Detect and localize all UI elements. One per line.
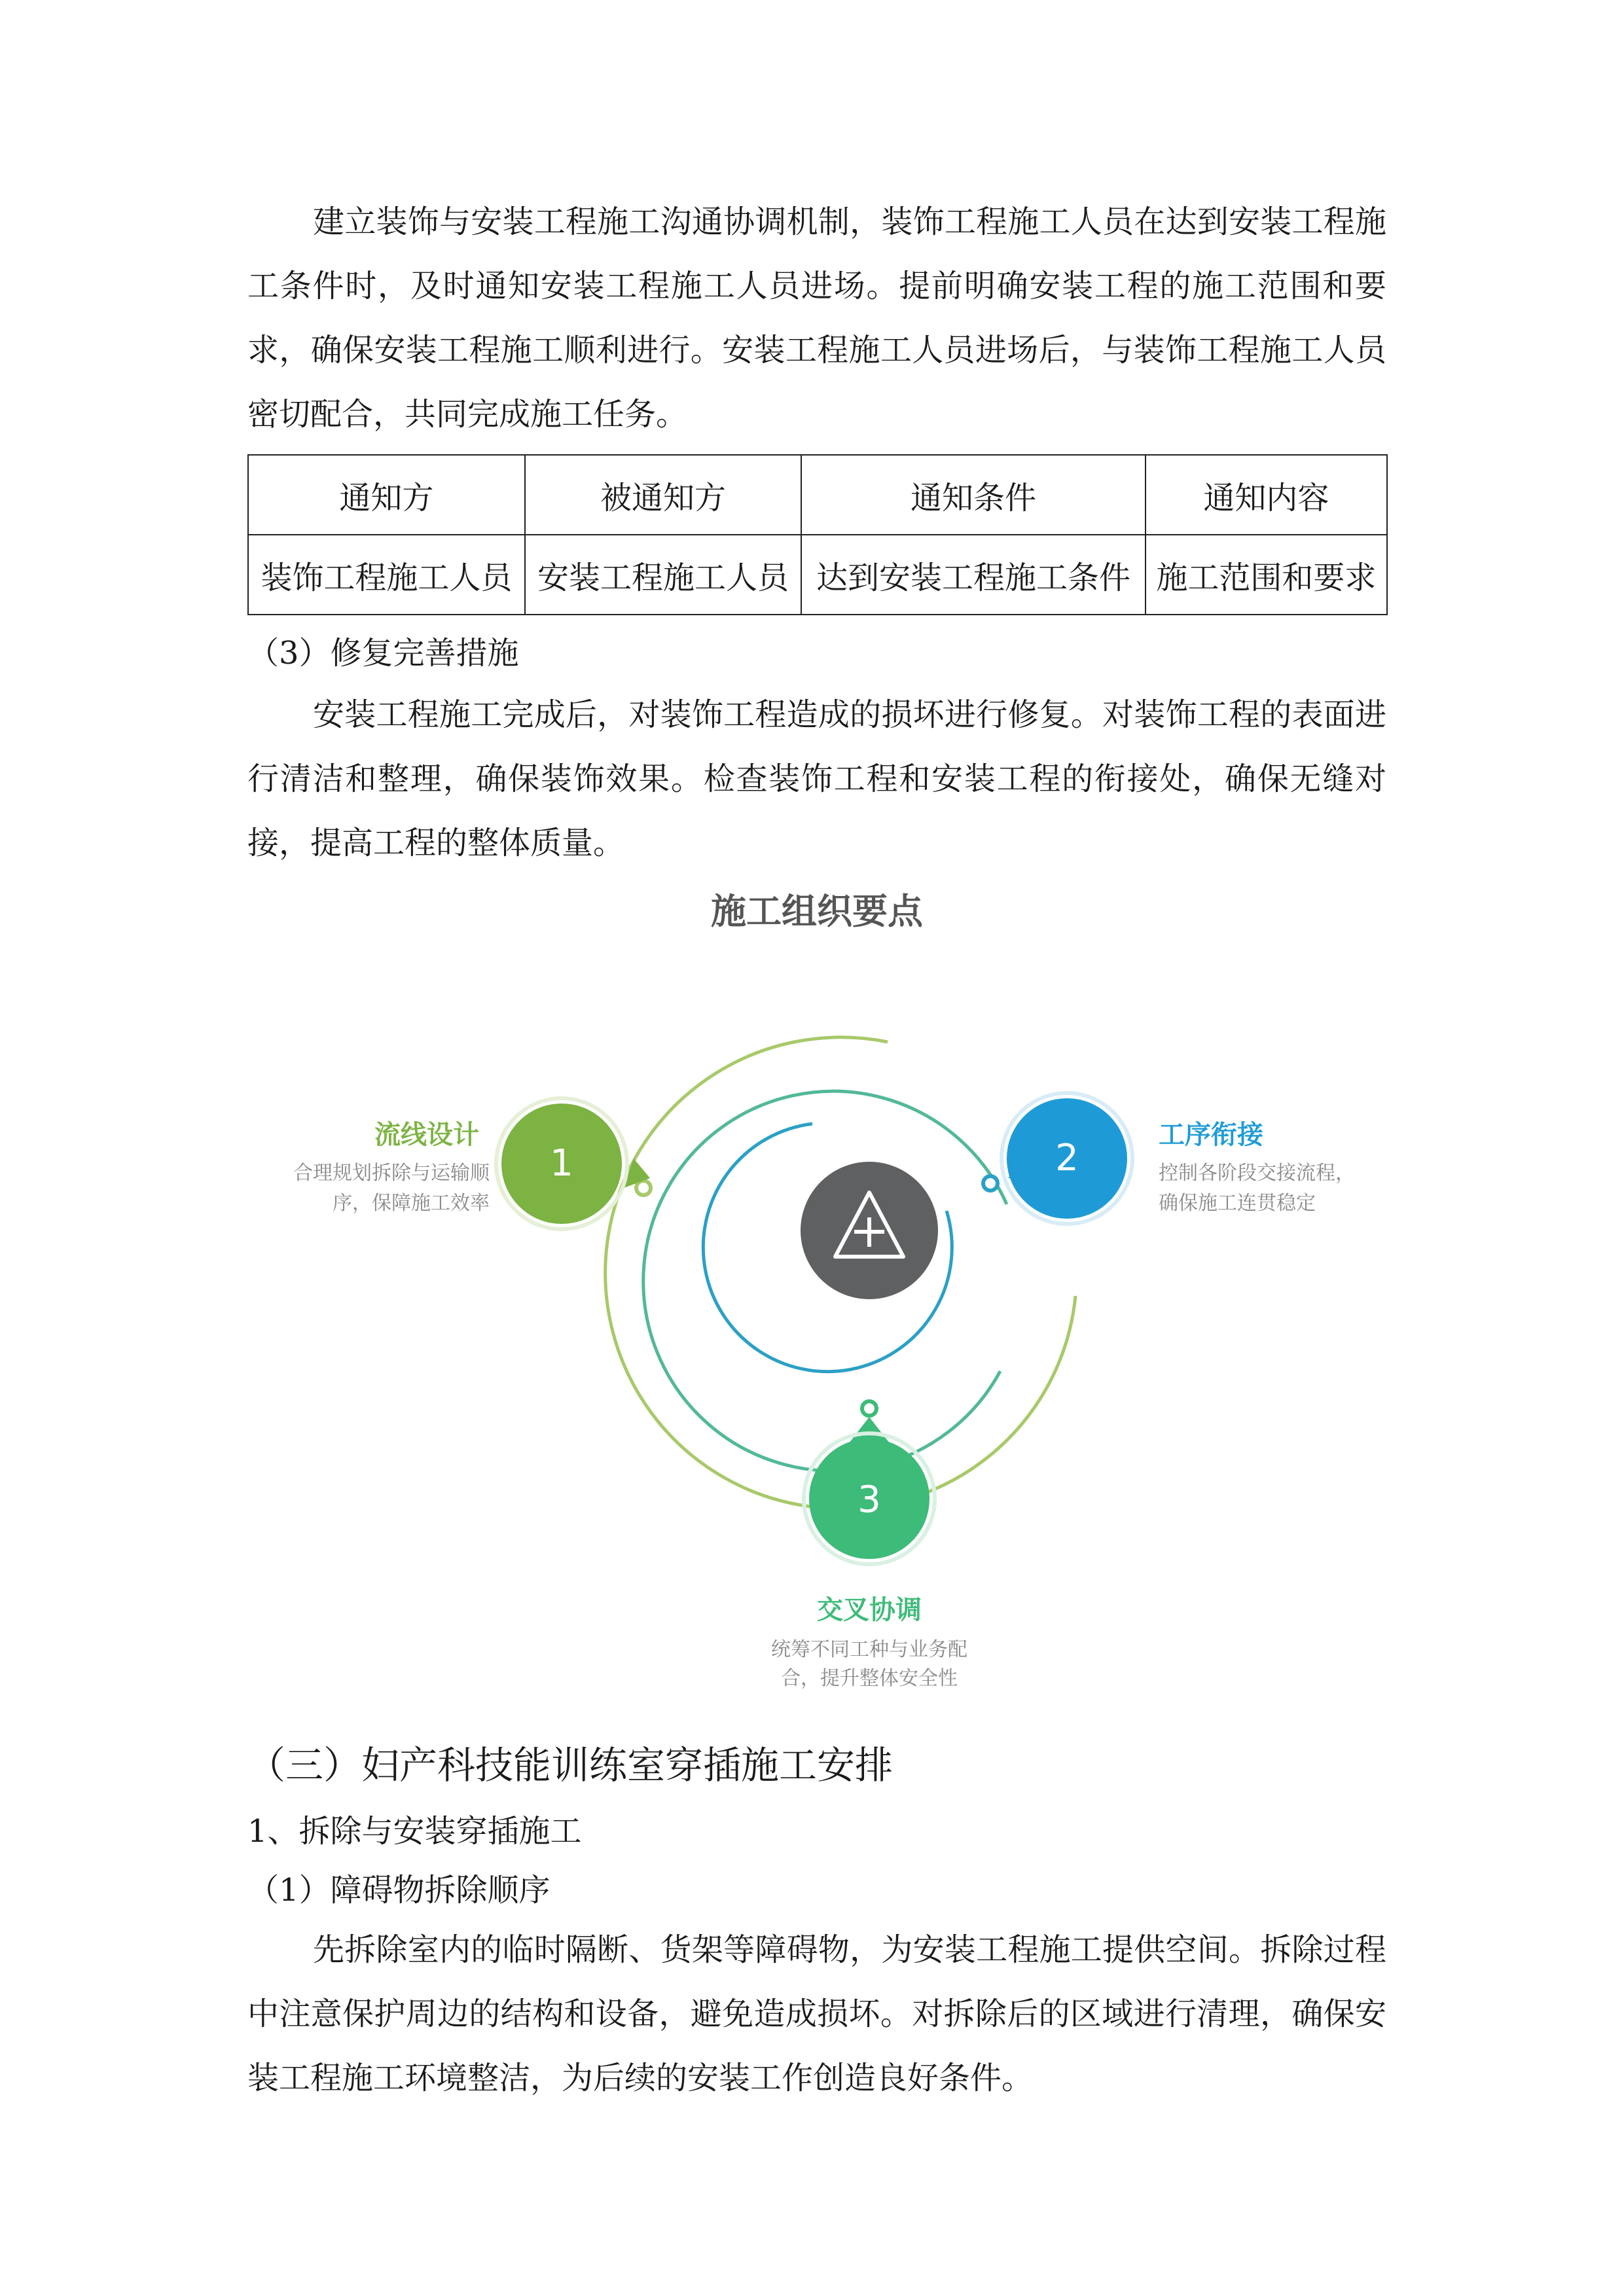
node-3-desc-line2: 合，提升整体安全性 <box>781 1667 958 1690</box>
table-header-cell: 通知条件 <box>801 455 1146 535</box>
node-3-desc-line1: 统筹不同工种与业务配 <box>771 1638 967 1661</box>
paragraph-demolition: 先拆除室内的临时隔断、货架等障碍物，为安装工程施工提供空间。拆除过程中注意保护周边的结构和设备，避免造成损坏。对拆除后的区域进行清理，确保安装工程施工环境整洁，为后续的安装工作创造良好条件。 <box>247 1931 1386 2096</box>
paragraph-repair: 安装工程施工完成后，对装饰工程造成的损坏进行修复。对装饰工程的表面进行清洁和整理，确保装饰效果。检查装饰工程和安装工程的衔接处，确保无缝对接，提高工程的整体质量。 <box>247 696 1386 861</box>
notification-table <box>247 454 1388 615</box>
node-2-desc-line2: 确保施工连贯稳定 <box>1159 1192 1316 1215</box>
table-cell: 安装工程施工人员 <box>525 535 802 615</box>
connector-dot-3 <box>862 1401 876 1416</box>
table-cell: 施工范围和要求 <box>1146 535 1387 615</box>
node-1-desc-line1: 合理规划拆除与运输顺 <box>293 1162 490 1185</box>
paragraph-coordination: 建立装饰与安装工程施工沟通协调机制，装饰工程施工人员在达到安装工程施工条件时，及时通知安装工程施工人员进场。提前明确安装工程的施工范围和要求，确保安装工程施工顺利进行。安装工程施工人员进场后，与装饰工程施工人员密切配合，共同完成施工任务。 <box>247 204 1386 433</box>
triangle-plus-icon <box>801 1162 938 1299</box>
node-2-number: 2 <box>1055 1137 1079 1179</box>
node-3-label: 交叉协调 <box>817 1595 922 1625</box>
construction-organization-diagram <box>247 870 1386 1721</box>
node-2-desc-line1: 控制各阶段交接流程， <box>1159 1162 1355 1185</box>
node-3-number: 3 <box>857 1479 881 1521</box>
node-1-label: 流线设计 <box>374 1120 479 1150</box>
table-header-row <box>248 455 1387 535</box>
node-2-label: 工序衔接 <box>1159 1120 1263 1150</box>
table-cell: 达到安装工程施工条件 <box>801 535 1146 615</box>
table-cell: 装饰工程施工人员 <box>248 535 525 615</box>
table-header-cell: 通知方 <box>248 455 525 535</box>
diagram-title: 施工组织要点 <box>711 891 923 932</box>
connector-dot-2 <box>983 1176 998 1191</box>
table-row <box>248 535 1387 615</box>
table-header-cell: 通知内容 <box>1146 455 1387 535</box>
subheading-obstacle-order: （1）障碍物拆除顺序 <box>247 1872 550 1909</box>
item-heading-1: 1、拆除与安装穿插施工 <box>247 1813 582 1850</box>
section-heading-3: （三）妇产科技能训练室穿插施工安排 <box>247 1743 893 1787</box>
node-1-number: 1 <box>550 1142 573 1185</box>
heading-repair-measures: （3）修复完善措施 <box>247 635 519 672</box>
table-header-cell: 被通知方 <box>525 455 802 535</box>
node-1-desc-line2: 序，保障施工效率 <box>333 1192 490 1215</box>
connector-dot-1 <box>636 1181 651 1195</box>
